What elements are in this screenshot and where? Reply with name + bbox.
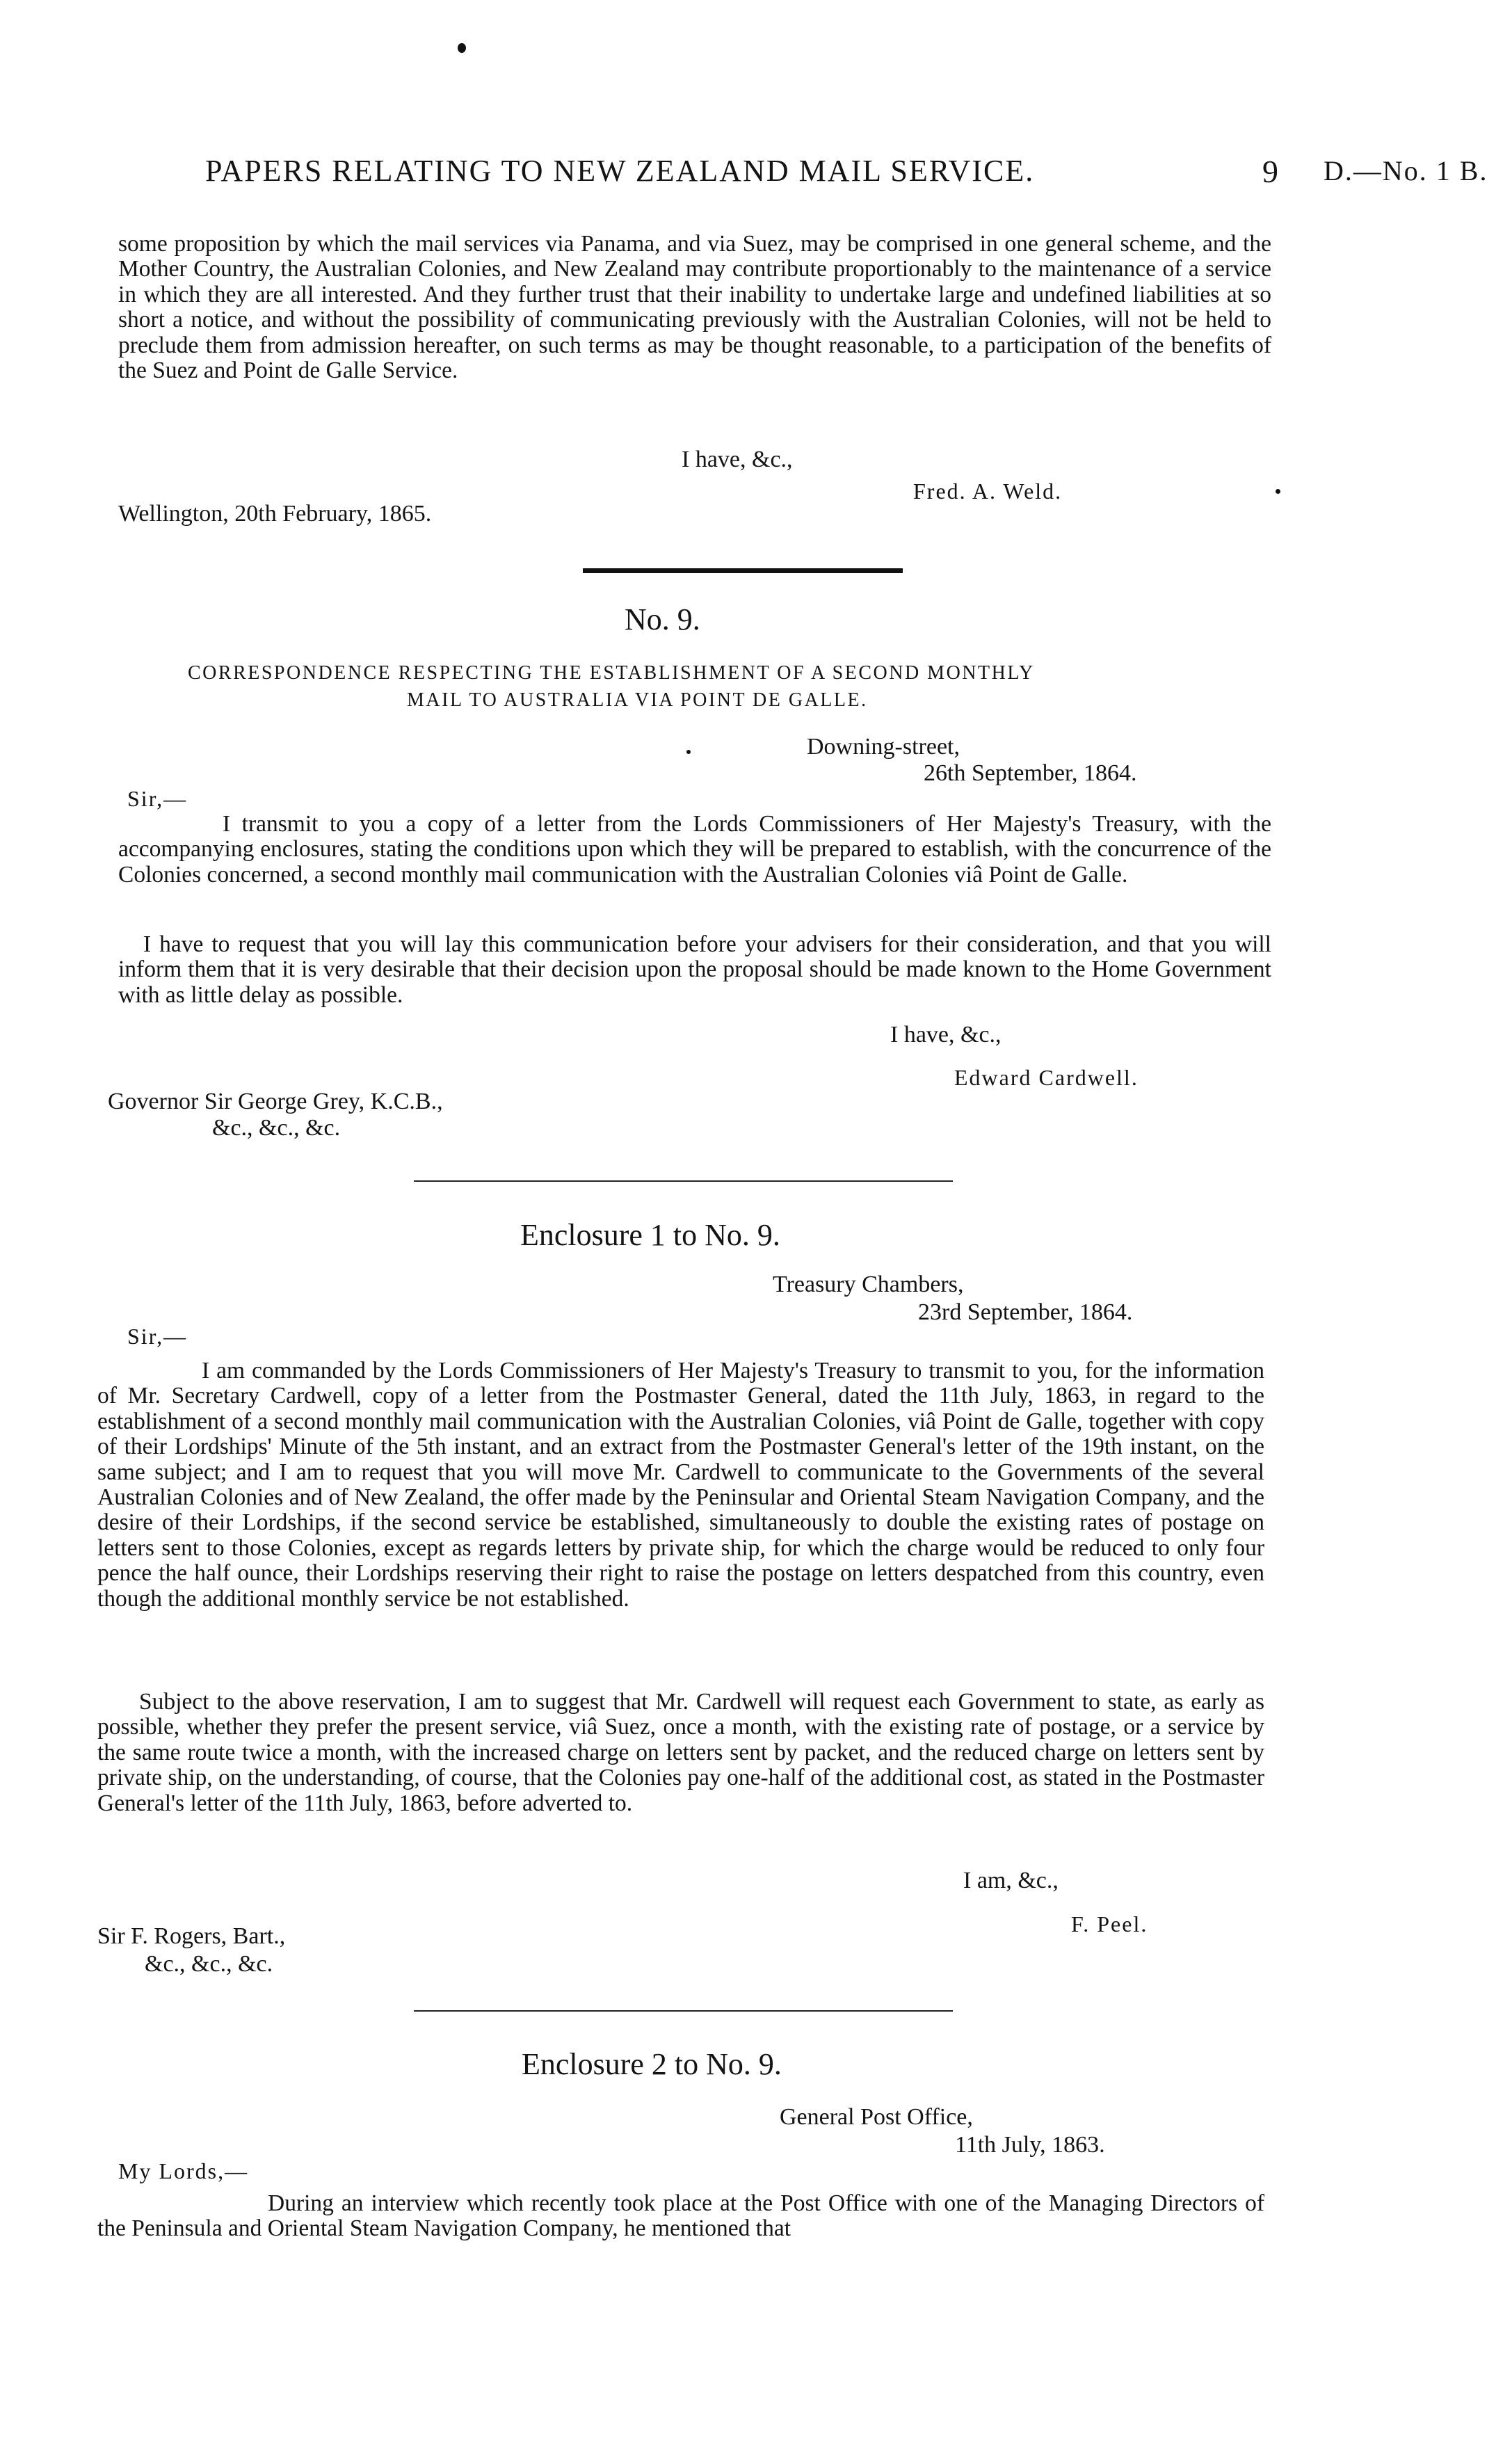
no9-salutation: Sir,—: [127, 786, 188, 811]
section-divider: [414, 1180, 953, 1182]
enclosure-1-address-line-2: 23rd September, 1864.: [918, 1299, 1133, 1325]
enclosure-1-salutation: Sir,—: [127, 1324, 188, 1349]
section-divider: [583, 568, 903, 573]
no9-closing: I have, &c.,: [890, 1022, 1002, 1048]
no9-paragraph-2: I have to request that you will lay this communication before your advisers for their consideration, and that you will inform them that it is very desirable that their decision upon the proposal should be made known to the Home Government with as little delay as possible.: [118, 931, 1271, 1008]
enclosure-1-signature: F. Peel.: [1071, 1911, 1148, 1936]
enclosure-2-paragraph-1: During an interview which recently took place at the Post Office with one of the Managing Directors of the Peninsula and Oriental Steam Navigation Company, he mentioned that: [97, 2190, 1264, 2242]
ink-dot: [1276, 489, 1280, 494]
ink-dot: [686, 750, 691, 754]
document-reference: D.—No. 1 B.: [1324, 155, 1488, 186]
no9-signature: Edward Cardwell.: [954, 1065, 1139, 1090]
section-title-line-2: MAIL TO AUSTRALIA VIA POINT DE GALLE.: [407, 689, 868, 711]
section-title-line-1: CORRESPONDENCE RESPECTING THE ESTABLISHMENT OF A SECOND MONTHLY: [188, 662, 1035, 684]
enclosure-1-heading: Enclosure 1 to No. 9.: [520, 1218, 780, 1252]
no9-address-line-2: 26th September, 1864.: [924, 760, 1137, 786]
enclosure-1-closing: I am, &c.,: [963, 1868, 1059, 1893]
opening-place-date: Wellington, 20th February, 1865.: [118, 501, 432, 527]
enclosure-1-addressee-line-2: &c., &c., &c.: [145, 1951, 273, 1977]
page-number: 9: [1262, 154, 1278, 189]
enclosure-1-address-line-1: Treasury Chambers,: [773, 1272, 964, 1297]
section-divider: [414, 2010, 953, 2012]
ink-dot: [458, 43, 466, 53]
no9-addressee-line-1: Governor Sir George Grey, K.C.B.,: [108, 1089, 443, 1114]
running-header-title: PAPERS RELATING TO NEW ZEALAND MAIL SERVICE.: [205, 154, 1035, 188]
enclosure-1-addressee-line-1: Sir F. Rogers, Bart.,: [97, 1923, 286, 1949]
no9-address-line-1: Downing-street,: [807, 734, 960, 760]
enclosure-2-address-line-2: 11th July, 1863.: [955, 2132, 1105, 2158]
opening-closing: I have, &c.,: [682, 447, 793, 472]
enclosure-2-heading: Enclosure 2 to No. 9.: [522, 2047, 782, 2081]
opening-paragraph: some proposition by which the mail services via Panama, and via Suez, may be comprised in one general scheme, and the Mother Country, the Australian Colonies, and New Zealand may contribute proportionably to the maintenance of a service in which they are all interested. And they further trust that their inability to undertake large and undefined liabilities at so short a notice, and without the possibility of communicating previously with the Australian Colonies, will not be held to preclude them from admission hereafter, on such terms as may be thought reasonable, to a participation of the benefits of the Suez and Point de Galle Service.: [118, 231, 1271, 384]
opening-signature: Fred. A. Weld.: [913, 479, 1063, 504]
section-number: No. 9.: [625, 602, 700, 636]
no9-paragraph-1: I transmit to you a copy of a letter from the Lords Commissioners of Her Majesty's Treasury, with the accompanying enclosures, stating the conditions upon which they will be prepared to establish, with the concurrence of the Colonies concerned, a second monthly mail communication with the Australian Colonies viâ Point de Galle.: [118, 811, 1271, 888]
enclosure-2-address-line-1: General Post Office,: [780, 2104, 973, 2130]
enclosure-2-salutation: My Lords,—: [118, 2158, 249, 2183]
enclosure-1-paragraph-1: I am commanded by the Lords Commissioners of Her Majesty's Treasury to transmit to you, for the information of Mr. Secretary Cardwell, copy of a letter from the Postmaster General, dated the 11th July, 1863, in regard to the establishment of a second monthly mail communication with the Australian Colonies, viâ Point de Galle, together with copy of their Lordships' Minute of the 5th instant, and an extract from the Postmaster General's letter of the 19th instant, on the same subject; and I am to request that you will move Mr. Cardwell to communicate to the Governments of the several Australian Colonies and of New Zealand, the offer made by the Peninsular and Oriental Steam Navigation Company, and the desire of their Lordships, if the second service be established, simultaneously to double the existing rates of postage on letters sent to those Colonies, except as regards letters by private ship, for which the charge would be reduced to only four pence the half ounce, their Lordships reserving their right to raise the postage on letters despatched from this country, even though the additional monthly service be not established.: [97, 1358, 1264, 1612]
enclosure-1-paragraph-2: Subject to the above reservation, I am to suggest that Mr. Cardwell will request each Government to state, as early as possible, whether they prefer the present service, viâ Suez, once a month, with the existing rate of postage, or a service by the same route twice a month, with the increased charge on letters sent by packet, and the reduced charge on letters sent by private ship, on the understanding, of course, that the Colonies pay one-half of the additional cost, as stated in the Postmaster General's letter of the 11th July, 1863, before adverted to.: [97, 1689, 1264, 1816]
no9-addressee-line-2: &c., &c., &c.: [212, 1115, 341, 1141]
